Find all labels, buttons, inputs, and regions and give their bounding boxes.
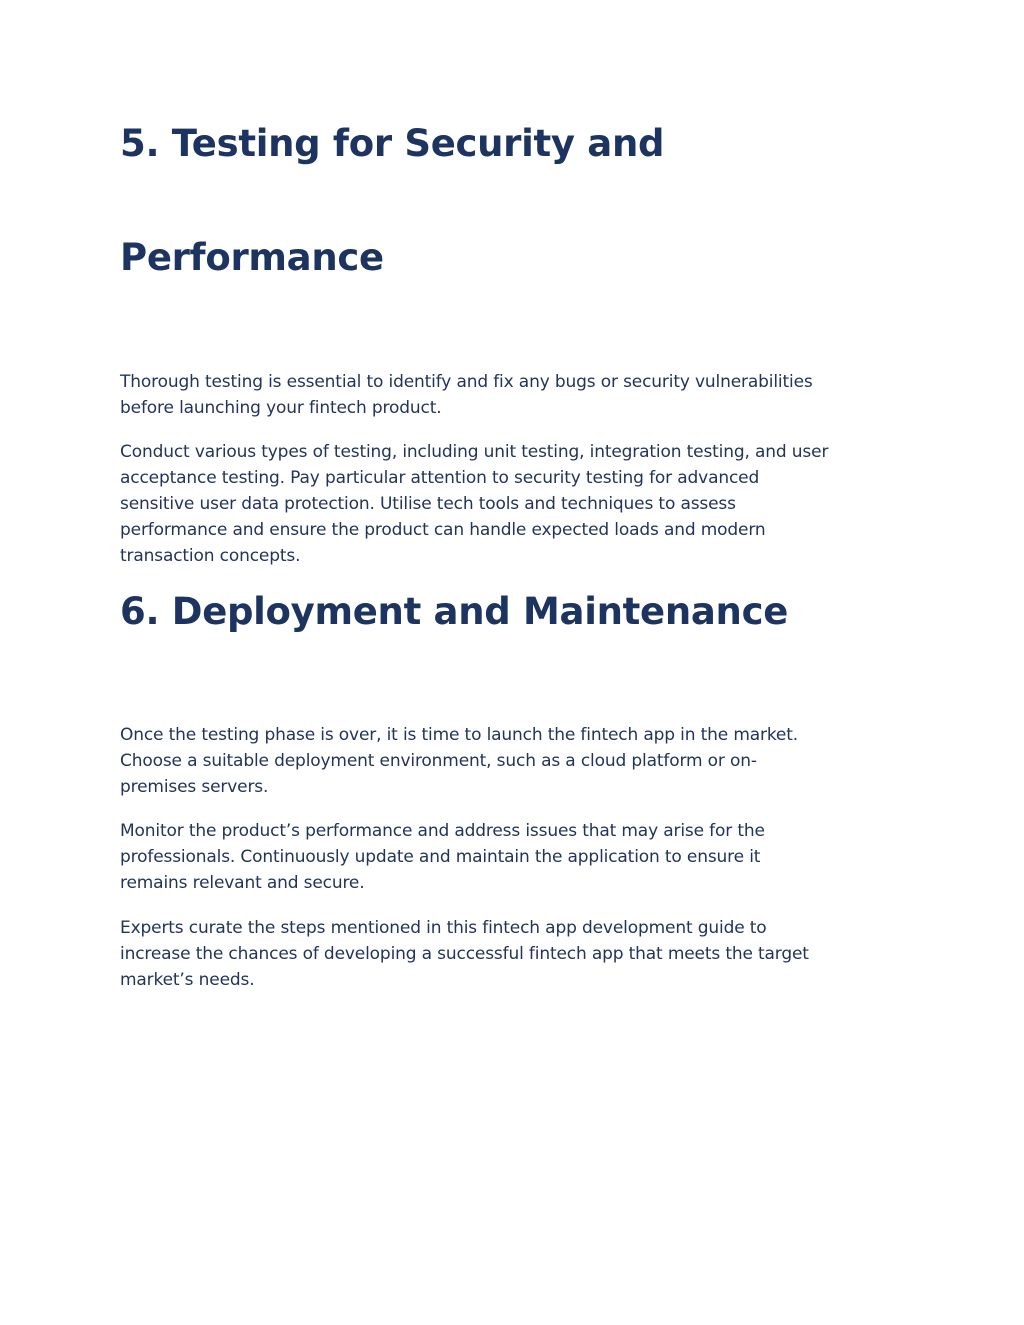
text-line: Thorough testing is essential to identify and fix any bugs or security vulnerabilities [120, 372, 813, 392]
text-line: Once the testing phase is over, it is time to launch the fintech app in the market. [120, 725, 799, 745]
section-6-paragraph-3 [120, 915, 910, 993]
text-line: increase the chances of developing a successful fintech app that meets the target [120, 944, 809, 964]
text-line: Experts curate the steps mentioned in this fintech app development guide to [120, 918, 767, 938]
text-line: acceptance testing. Pay particular attention to security testing for advanced [120, 468, 760, 488]
text-line: sensitive user data protection. Utilise tech tools and techniques to assess [120, 494, 736, 514]
section-5-paragraph-1 [120, 369, 910, 421]
section-6-paragraph-2 [120, 818, 910, 896]
section-6-paragraph-1 [120, 722, 910, 800]
text-line: Choose a suitable deployment environment, such as a cloud platform or on- [120, 751, 757, 771]
text-line: premises servers. [120, 777, 269, 797]
text-line: Monitor the product’s performance and address issues that may arise for the [120, 821, 765, 841]
section-5-paragraph-2 [120, 439, 910, 569]
text-line: market’s needs. [120, 970, 255, 990]
text-line: transaction concepts. [120, 546, 301, 566]
text-line: Conduct various types of testing, including unit testing, integration testing, and user [120, 442, 829, 462]
text-line: remains relevant and secure. [120, 873, 365, 893]
section-6-heading: 6. Deployment and Maintenance [120, 590, 788, 633]
section-5-heading-line-1: 5. Testing for Security and [120, 122, 665, 165]
section-5-heading-line-2: Performance [120, 236, 384, 279]
text-line: professionals. Continuously update and maintain the application to ensure it [120, 847, 761, 867]
text-line: before launching your fintech product. [120, 398, 442, 418]
text-line: performance and ensure the product can handle expected loads and modern [120, 520, 766, 540]
